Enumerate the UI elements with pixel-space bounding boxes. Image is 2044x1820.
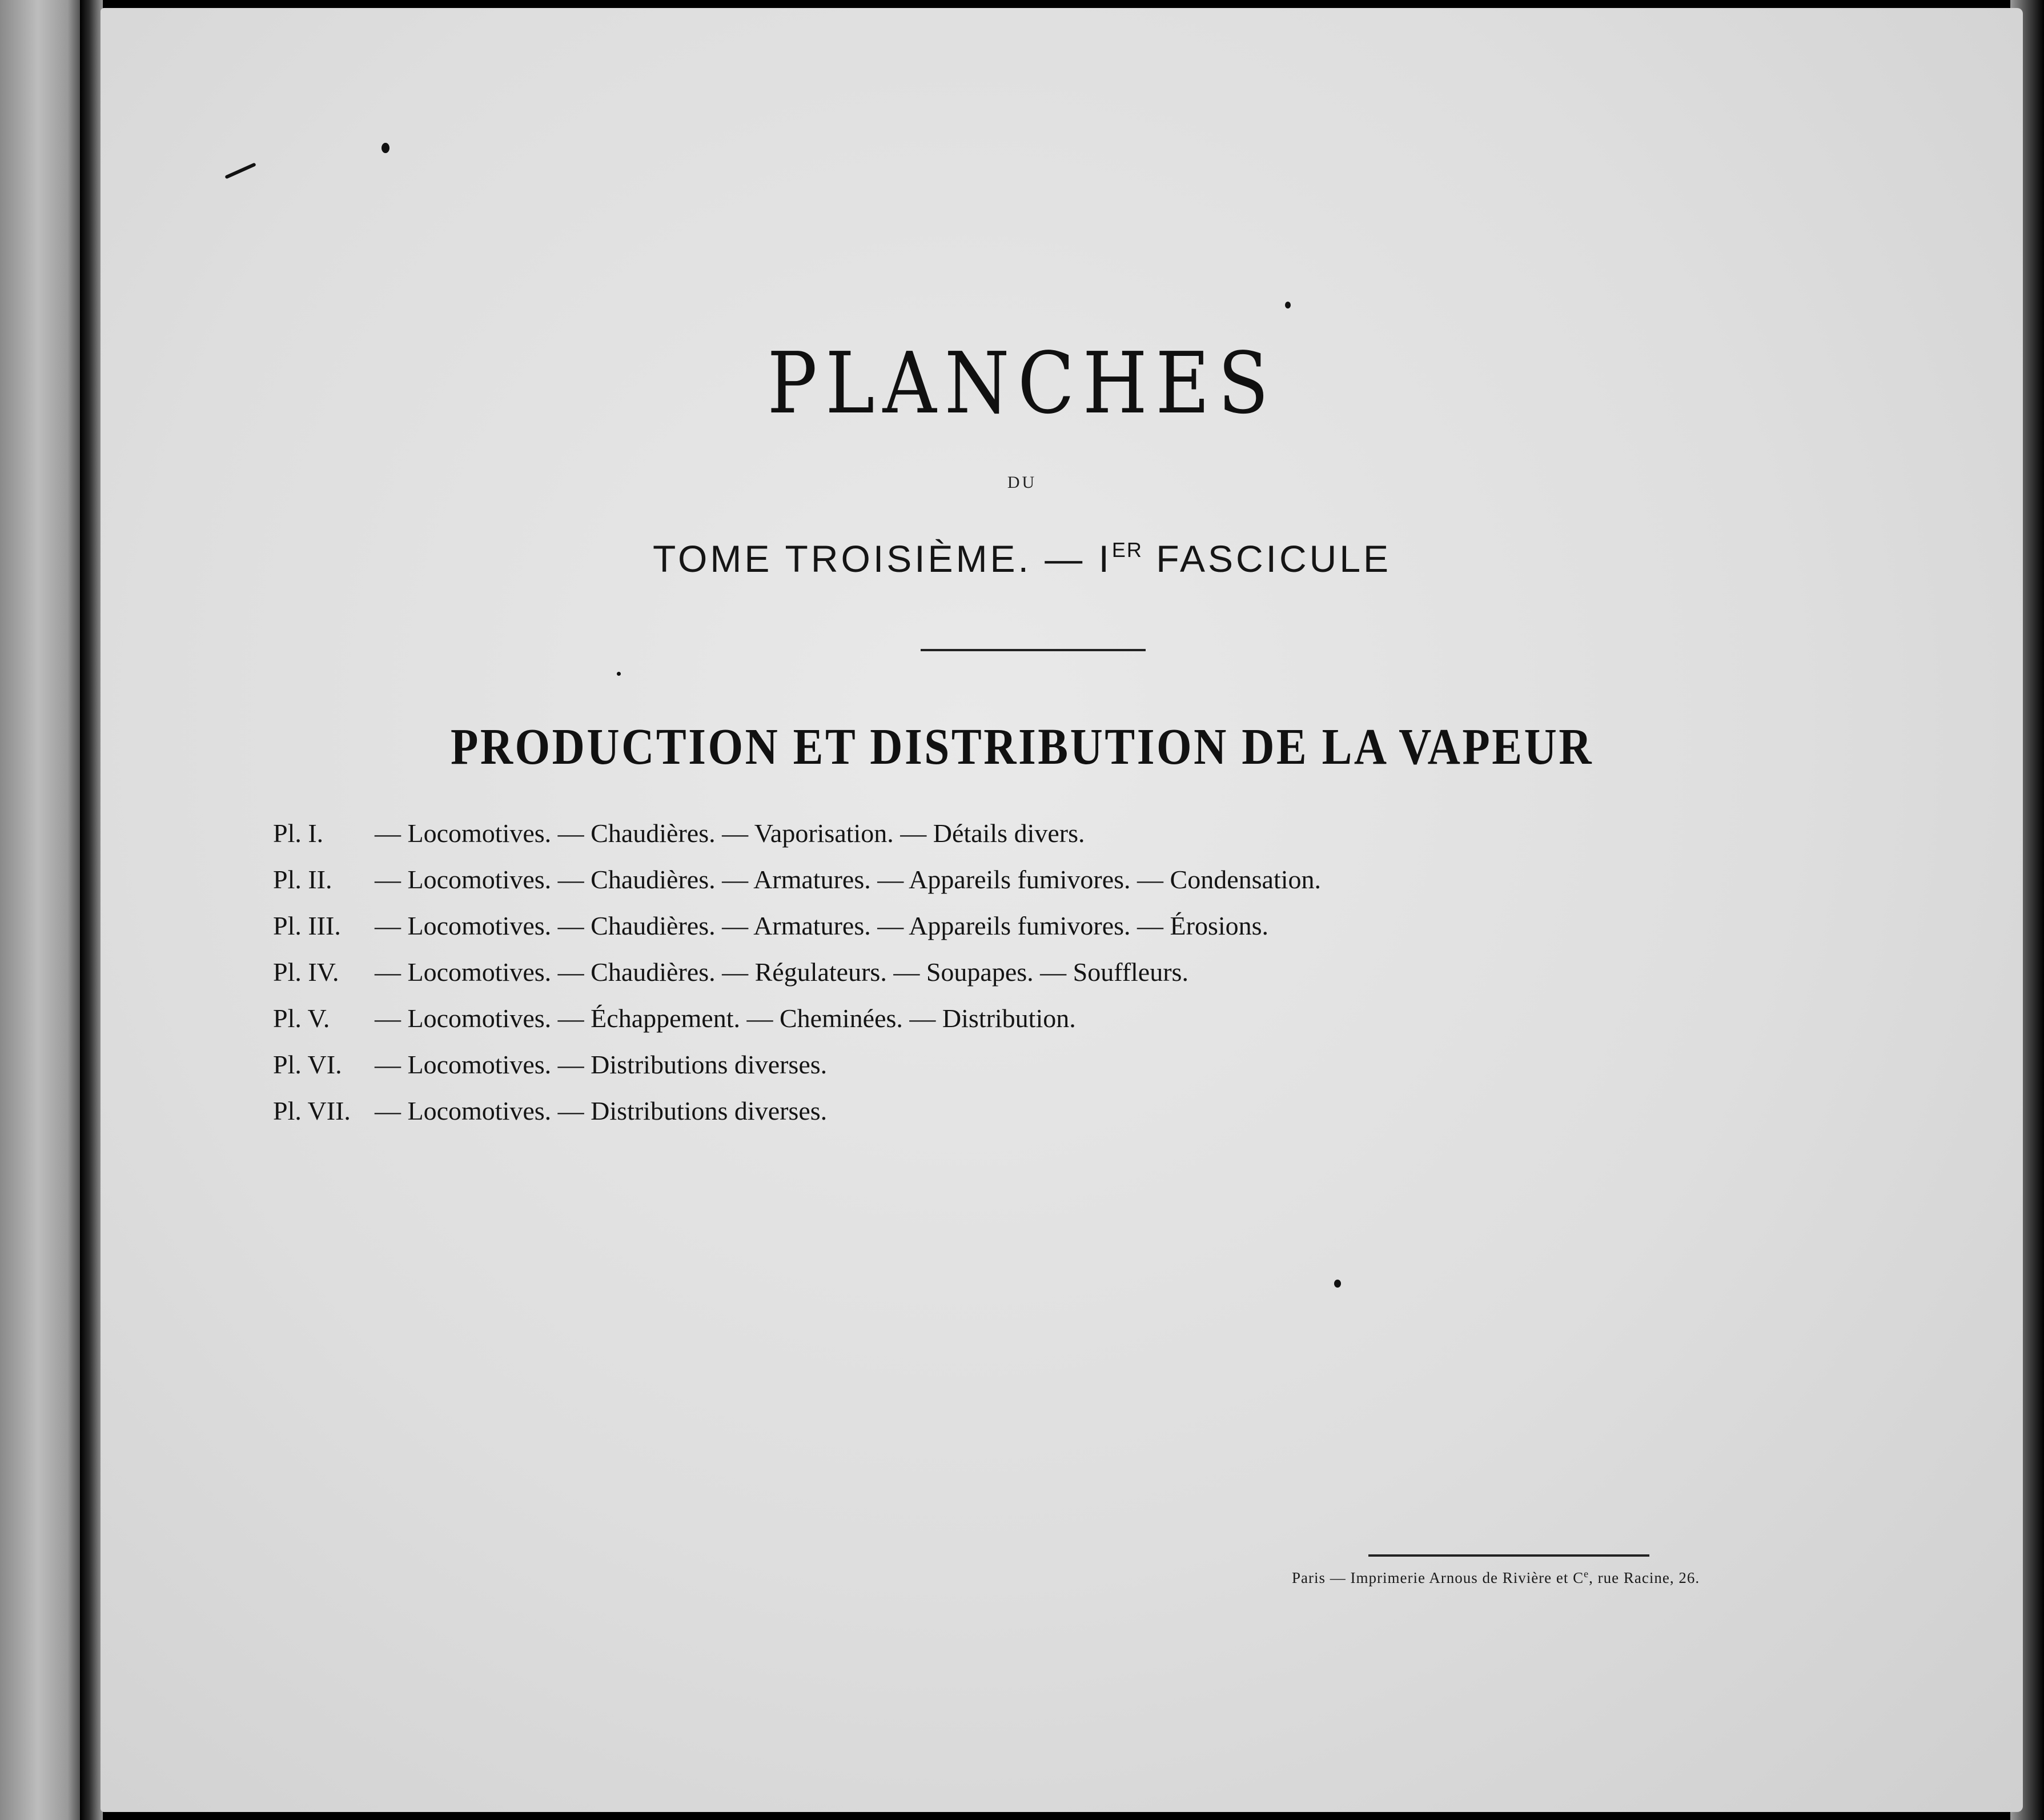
imprint-rule — [1368, 1554, 1649, 1557]
previous-page-edge — [0, 0, 85, 1820]
section-heading: PRODUCTION ET DISTRIBUTION DE LA VAPEUR — [450, 719, 1594, 775]
plate-description: — Locomotives. — Chaudières. — Armatures. — Appareils fumivores. — Érosions. — [375, 911, 1269, 940]
ink-speck — [1285, 302, 1291, 308]
volume-superscript: ER — [1111, 538, 1143, 562]
plate-entry — [273, 995, 1815, 1041]
fascicle-text: FASCICULE — [1142, 538, 1392, 580]
plate-number: Pl. I. — [273, 819, 324, 848]
plates-list — [273, 810, 1815, 1134]
plate-number: Pl. VI. — [273, 1050, 342, 1079]
ink-speck — [617, 672, 621, 676]
plate-number: Pl. IV. — [273, 957, 339, 987]
plate-number: Pl. III. — [273, 911, 341, 940]
page-title: PLANCHES — [767, 334, 1277, 432]
plate-description: — Locomotives. — Chaudières. — Vaporisation. — Détails divers. — [375, 819, 1085, 848]
ink-speck — [1334, 1280, 1341, 1288]
plate-entry — [273, 903, 1815, 949]
plate-number: Pl. V. — [273, 1004, 330, 1033]
plate-description: — Locomotives. — Distributions diverses. — [375, 1050, 828, 1079]
plate-description: — Locomotives. — Échappement. — Cheminées. — Distribution. — [375, 1004, 1076, 1033]
plate-entry — [273, 1041, 1815, 1088]
plate-number: Pl. VII. — [273, 1096, 351, 1125]
printer-imprint — [1292, 1568, 1700, 1587]
plate-entry — [273, 949, 1815, 995]
imprint-superscript: e — [1584, 1568, 1589, 1580]
volume-line — [0, 537, 2044, 580]
plate-description: — Locomotives. — Chaudières. — Armatures. — Appareils fumivores. — Condensation. — [375, 865, 1322, 894]
plate-entry — [273, 810, 1815, 856]
plate-number: Pl. II. — [273, 865, 332, 894]
ink-speck — [382, 143, 389, 153]
plate-description: — Locomotives. — Chaudières. — Régulateurs. — Soupapes. — Souffleurs. — [375, 957, 1188, 987]
plate-entry — [273, 1088, 1815, 1134]
book-gutter — [80, 0, 103, 1820]
du-label: DU — [1007, 473, 1037, 492]
divider-rule — [921, 649, 1146, 651]
plate-entry — [273, 856, 1815, 903]
plate-description: — Locomotives. — Distributions diverses. — [375, 1096, 828, 1125]
imprint-text: Paris — Imprimerie Arnous de Rivière et C — [1292, 1569, 1584, 1586]
volume-text: TOME TROISIÈME. — I — [652, 538, 1112, 580]
imprint-address: , rue Racine, 26. — [1589, 1569, 1700, 1586]
